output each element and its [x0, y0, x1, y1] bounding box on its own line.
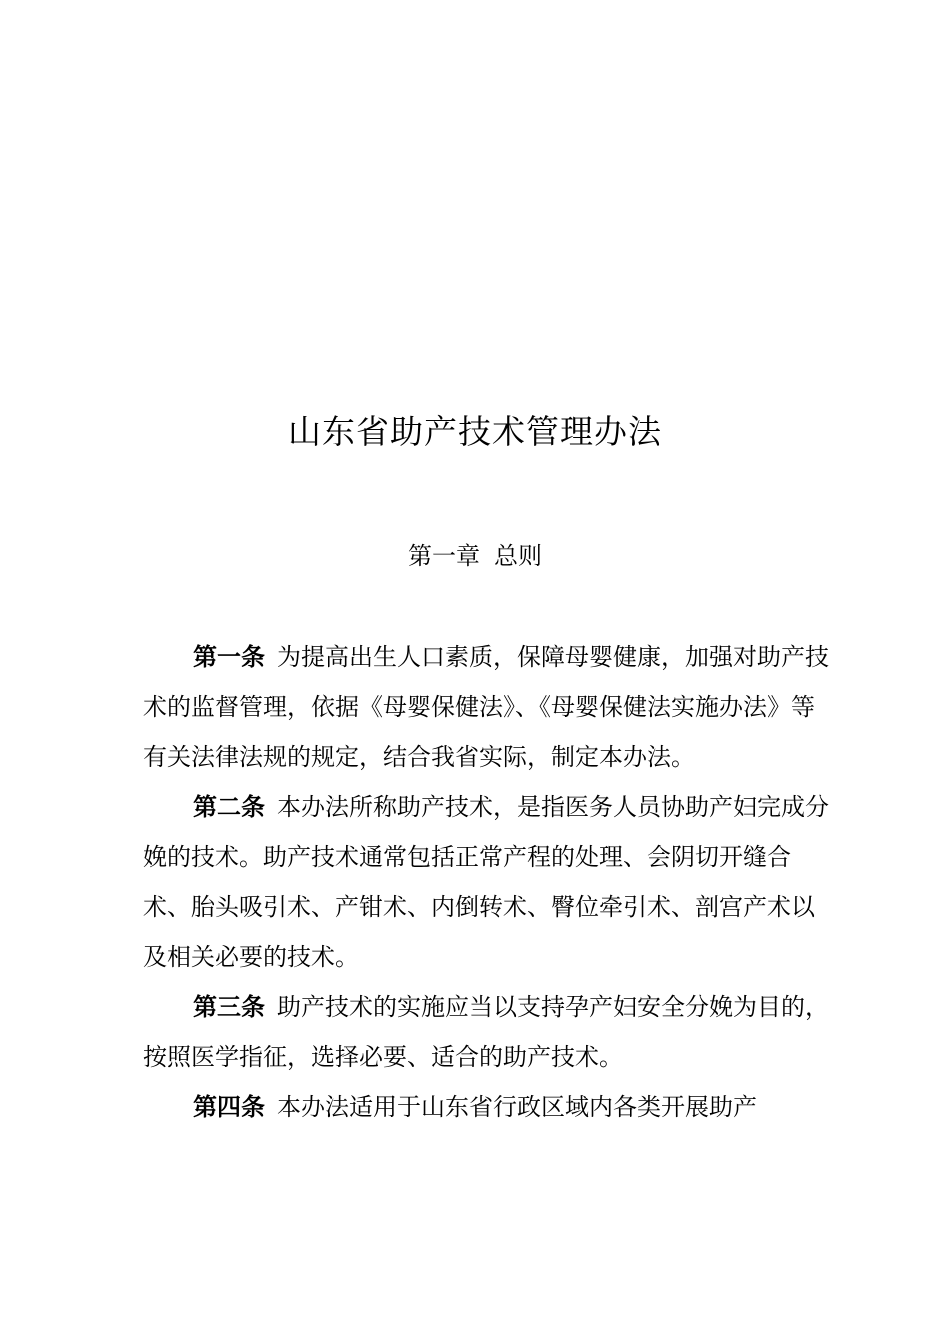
chapter-number: 第一章: [408, 542, 480, 570]
article-text: 本办法适用于山东省行政区域内各类开展助产: [277, 1093, 757, 1121]
article-text: 为提高出生人口素质，保障母婴健康，加强对助产技术的监督管理，依据《母婴保健法》、《母婴保健法实施办法》等有关法律法规的规定，结合我省实际，制定本办法。: [143, 643, 829, 771]
article-text: 本办法所称助产技术，是指医务人员协助产妇完成分娩的技术。助产技术通常包括正常产程的处理、会阴切开缝合术、胎头吸引术、产钳术、内倒转术、臀位牵引术、剖宫产术以及相关必要的技术。: [143, 793, 829, 971]
article-1: [143, 632, 833, 782]
article-label: 第一条: [193, 643, 265, 671]
article-2: [143, 782, 833, 982]
article-text: 助产技术的实施应当以支持孕产妇安全分娩为目的，按照医学指征，选择必要、适合的助产技术。: [143, 993, 829, 1071]
chapter-heading: [0, 540, 950, 572]
document-body: [143, 632, 833, 1132]
article-4: [143, 1082, 833, 1132]
chapter-name: 总则: [494, 542, 542, 570]
article-label: 第二条: [193, 793, 265, 821]
article-label: 第四条: [193, 1093, 265, 1121]
document-title: 山东省助产技术管理办法: [288, 412, 662, 451]
article-3: [143, 982, 833, 1082]
article-label: 第三条: [193, 993, 265, 1021]
